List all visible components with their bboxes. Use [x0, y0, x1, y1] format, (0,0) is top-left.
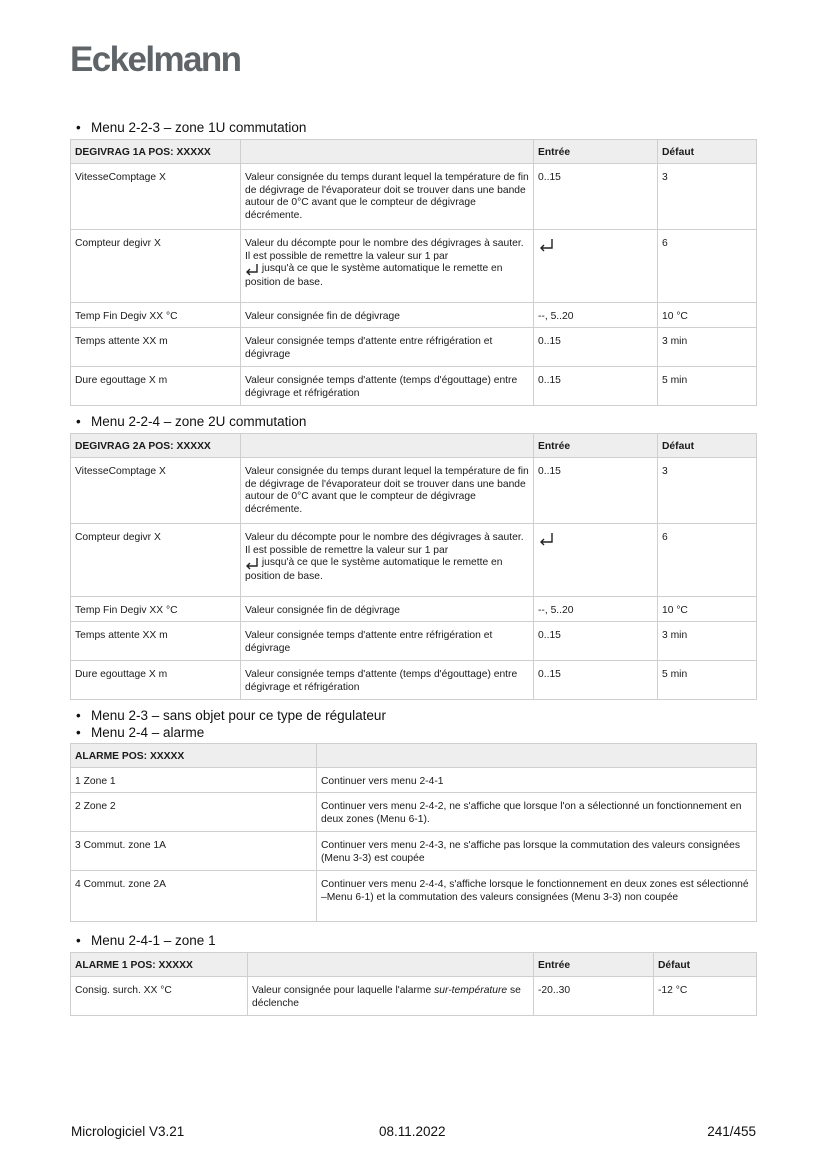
- menu-item-name: 2 Zone 2: [71, 793, 317, 832]
- table-row: [71, 793, 757, 832]
- table-row: [71, 230, 757, 303]
- header-description: [317, 744, 757, 768]
- param-name: Temp Fin Degiv XX °C: [71, 303, 241, 328]
- param-entry: 0..15: [534, 661, 658, 700]
- menu-item-description: Continuer vers menu 2-4-3, ne s'affiche pas lorsque la commutation des valeurs consignées (Menu 3-3) est coupée: [317, 832, 757, 871]
- param-name: Dure egouttage X m: [71, 661, 241, 700]
- table-degivrag-2a: [70, 433, 757, 700]
- param-description: Valeur du décompte pour le nombre des dégivrages à sauter. Il est possible de remettre la valeur sur 1 par jusqu'à ce que le système automatique le remette en position de base.: [241, 524, 534, 597]
- footer-date: 08.11.2022: [379, 1124, 446, 1139]
- param-description: Valeur consignée temps d'attente (temps d'égouttage) entre dégivrage et réfrigération: [241, 367, 534, 406]
- param-default: 6: [658, 230, 757, 303]
- table-row: [71, 661, 757, 700]
- param-default: 10 °C: [658, 597, 757, 622]
- param-default: 5 min: [658, 661, 757, 700]
- param-entry: 0..15: [534, 328, 658, 367]
- param-name: Compteur degivr X: [71, 230, 241, 303]
- param-entry: -20..30: [534, 977, 654, 1016]
- param-entry: 0..15: [534, 367, 658, 406]
- param-default: 5 min: [658, 367, 757, 406]
- table-row: [71, 303, 757, 328]
- footer-firmware-version: Micrologiciel V3.21: [71, 1124, 185, 1139]
- param-description: Valeur consignée du temps durant lequel la température de fin de dégivrage de l'évaporateur doit se trouver dans une bande autour de 0°C avant que le compteur de dégivrage décrémente.: [241, 458, 534, 524]
- menu-item-description: Continuer vers menu 2-4-4, s'affiche lorsque le fonctionnement en deux zones est sélectionné –Menu 6-1) et la commutation des valeurs consignées (Menu 3-3) non coupée: [317, 871, 757, 922]
- param-name: Temps attente XX m: [71, 622, 241, 661]
- table-header-row: [71, 434, 757, 458]
- param-entry: [534, 524, 658, 597]
- param-default: 3: [658, 164, 757, 230]
- header-title: DEGIVRAG 1A POS: XXXXX: [71, 140, 241, 164]
- table-row: [71, 328, 757, 367]
- param-description: Valeur consignée fin de dégivrage: [241, 303, 534, 328]
- param-default: 3: [658, 458, 757, 524]
- header-default: Défaut: [658, 434, 757, 458]
- enter-key-icon: [245, 557, 259, 571]
- header-description: [241, 140, 534, 164]
- table-row: [71, 768, 757, 793]
- table-alarme-1: [70, 952, 757, 1016]
- menu-item-description: Continuer vers menu 2-4-2, ne s'affiche que lorsque l'on a sélectionné un fonctionnement en deux zones (Menu 6-1).: [317, 793, 757, 832]
- table-header-row: [71, 953, 757, 977]
- header-description: [241, 434, 534, 458]
- param-default: 3 min: [658, 328, 757, 367]
- param-name: VitesseComptage X: [71, 164, 241, 230]
- param-name: Compteur degivr X: [71, 524, 241, 597]
- param-default: 6: [658, 524, 757, 597]
- menu-item-name: 4 Commut. zone 2A: [71, 871, 317, 922]
- param-description: Valeur consignée fin de dégivrage: [241, 597, 534, 622]
- enter-key-icon: [245, 263, 259, 277]
- header-title: DEGIVRAG 2A POS: XXXXX: [71, 434, 241, 458]
- param-name: Temps attente XX m: [71, 328, 241, 367]
- header-entry: Entrée: [534, 953, 654, 977]
- section-heading-menu-2-4-1: • Menu 2-4-1 – zone 1: [76, 933, 216, 948]
- header-default: Défaut: [658, 140, 757, 164]
- table-row: [71, 977, 757, 1016]
- table-row: [71, 871, 757, 922]
- table-row: [71, 458, 757, 524]
- param-name: Dure egouttage X m: [71, 367, 241, 406]
- param-description: Valeur consignée temps d'attente entre réfrigération et dégivrage: [241, 328, 534, 367]
- header-default: Défaut: [654, 953, 757, 977]
- table-header-row: [71, 744, 757, 768]
- menu-item-name: 1 Zone 1: [71, 768, 317, 793]
- header-title: ALARME POS: XXXXX: [71, 744, 317, 768]
- footer-page-number: 241/455: [707, 1124, 756, 1139]
- param-description: Valeur consignée temps d'attente entre réfrigération et dégivrage: [241, 622, 534, 661]
- menu-item-description: Continuer vers menu 2-4-1: [317, 768, 757, 793]
- header-entry: Entrée: [534, 140, 658, 164]
- table-row: [71, 597, 757, 622]
- param-entry: [534, 230, 658, 303]
- param-default: -12 °C: [654, 977, 757, 1016]
- param-description: Valeur consignée temps d'attente (temps d'égouttage) entre dégivrage et réfrigération: [241, 661, 534, 700]
- param-entry: --, 5..20: [534, 597, 658, 622]
- table-row: [71, 524, 757, 597]
- param-default: 10 °C: [658, 303, 757, 328]
- enter-key-icon: [538, 238, 554, 252]
- param-description: Valeur consignée du temps durant lequel la température de fin de dégivrage de l'évaporateur doit se trouver dans une bande autour de 0°C avant que le compteur de dégivrage décrémente.: [241, 164, 534, 230]
- section-heading-menu-2-2-3: • Menu 2-2-3 – zone 1U commutation: [76, 120, 307, 135]
- section-heading-menu-2-3: • Menu 2-3 – sans objet pour ce type de régulateur: [76, 708, 386, 723]
- header-title: ALARME 1 POS: XXXXX: [71, 953, 248, 977]
- param-entry: 0..15: [534, 164, 658, 230]
- header-entry: Entrée: [534, 434, 658, 458]
- table-row: [71, 832, 757, 871]
- eckelmann-logo: Eckelmann: [70, 40, 241, 79]
- param-name: Consig. surch. XX °C: [71, 977, 248, 1016]
- menu-item-name: 3 Commut. zone 1A: [71, 832, 317, 871]
- param-description: Valeur consignée pour laquelle l'alarme sur-température se déclenche: [248, 977, 534, 1016]
- param-name: VitesseComptage X: [71, 458, 241, 524]
- table-alarme: [70, 743, 757, 922]
- table-row: [71, 164, 757, 230]
- param-name: Temp Fin Degiv XX °C: [71, 597, 241, 622]
- param-entry: --, 5..20: [534, 303, 658, 328]
- param-entry: 0..15: [534, 458, 658, 524]
- param-description: Valeur du décompte pour le nombre des dégivrages à sauter. Il est possible de remettre la valeur sur 1 par jusqu'à ce que le système automatique le remette en position de base.: [241, 230, 534, 303]
- param-default: 3 min: [658, 622, 757, 661]
- param-entry: 0..15: [534, 622, 658, 661]
- table-degivrag-1a: [70, 139, 757, 406]
- section-heading-menu-2-4: • Menu 2-4 – alarme: [76, 725, 205, 740]
- header-description: [248, 953, 534, 977]
- enter-key-icon: [538, 532, 554, 546]
- table-row: [71, 367, 757, 406]
- section-heading-menu-2-2-4: • Menu 2-2-4 – zone 2U commutation: [76, 414, 307, 429]
- table-row: [71, 622, 757, 661]
- table-header-row: [71, 140, 757, 164]
